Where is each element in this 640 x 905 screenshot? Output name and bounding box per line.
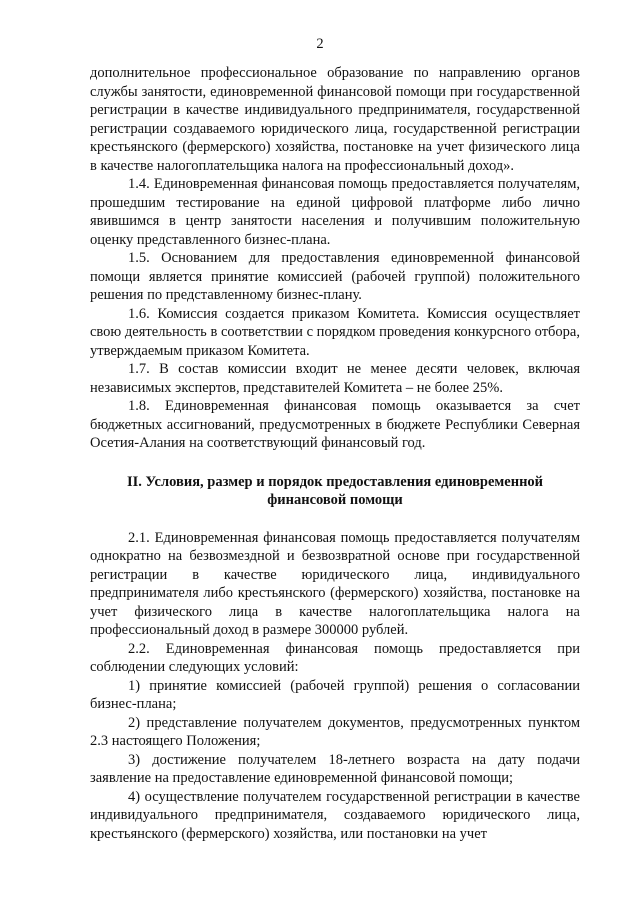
paragraph-1-5: 1.5. Основанием для предоставления единовременной финансовой помощи является принятие комиссией (рабочей группой) положительного решения по представленному бизнес-плану.: [90, 250, 580, 303]
paragraph-1-8: 1.8. Единовременная финансовая помощь оказывается за счет бюджетных ассигнований, предусмотренных в бюджете Республики Северная Осетия-Алания на соответствующий финансовый год.: [90, 398, 580, 451]
paragraph-continuation: дополнительное профессиональное образование по направлению органов службы занятости, единовременной финансовой помощи при государственной регистрации в качестве индивидуального предпринимателя, государственной регистрации создаваемого юридического лица, государственной регистрации крестьянского (фермерского) хозяйства, постановке на учет физического лица в качестве налогоплательщика налога на профессиональный доход».: [90, 65, 580, 174]
list-item-1: 1) принятие комиссией (рабочей группой) решения о согласовании бизнес-плана;: [90, 677, 580, 712]
paragraph-2-2: 2.2. Единовременная финансовая помощь предоставляется при соблюдении следующих условий:: [90, 640, 580, 675]
list-item-3: 3) достижение получателем 18-летнего возраста на дату подачи заявление на предоставление единовременной финансовой помощи;: [90, 751, 580, 786]
list-item-4: 4) осуществление получателем государственной регистрации в качестве индивидуального предпринимателя, создаваемого юридического лица, крестьянского (фермерского) хозяйства, или постановки на учет: [90, 788, 580, 842]
page-number: 2: [316, 36, 324, 52]
document-body: [90, 64, 580, 843]
paragraph-2-1: 2.1. Единовременная финансовая помощь предоставляется получателям однократно на безвозмездной и безвозвратной основе при государственной регистрации в качестве юридического лица, индивидуального предпринимателя либо крестьянского (фермерского) хозяйства, постановке на учет физического лица в качестве налогоплательщика налога на профессиональный доход в размере 300000 рублей.: [90, 529, 580, 638]
paragraph-1-6: 1.6. Комиссия создается приказом Комитета. Комиссия осуществляет свою деятельность в соответствии с порядком проведения конкурсного отбора, утверждаемым приказом Комитета.: [90, 305, 580, 359]
list-item-2: 2) представление получателем документов, предусмотренных пунктом 2.3 настоящего Положения;: [90, 714, 580, 749]
section-heading: II. Условия, размер и порядок предоставления единовременной финансовой помощи: [126, 473, 544, 508]
paragraph-1-7: 1.7. В состав комиссии входит не менее десяти человек, включая независимых экспертов, представителей Комитета – не более 25%.: [90, 361, 580, 396]
paragraph-1-4: 1.4. Единовременная финансовая помощь предоставляется получателям, прошедшим тестирование на единой цифровой платформе либо лично явившимся в центр занятости населения и получившим положительную оценку представленного бизнес-плана.: [90, 176, 580, 248]
